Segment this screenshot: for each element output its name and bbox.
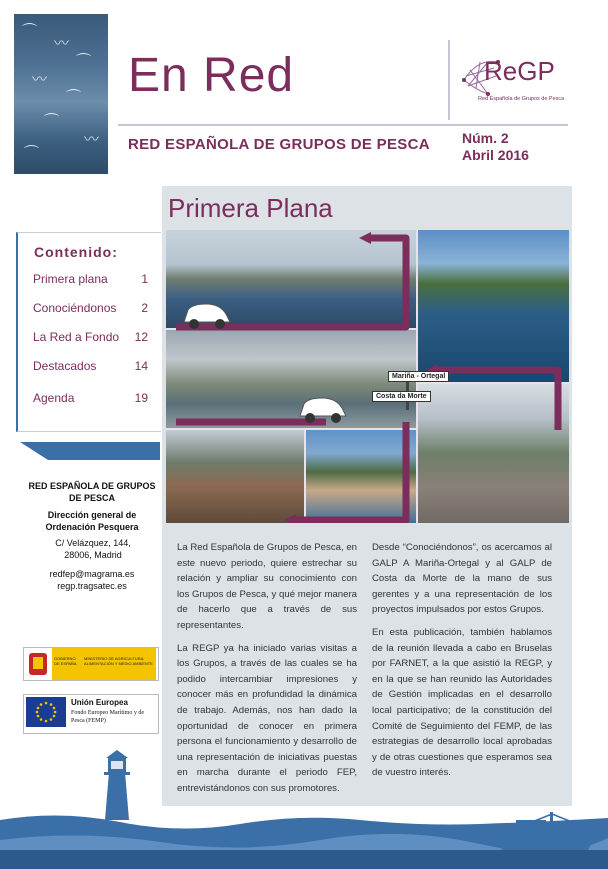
contents-item-agenda[interactable]: Agenda: [33, 391, 75, 405]
paragraph: La REGP ya ha iniciado varias visitas a los Grupos, a través de las cuales se ha podido intercambiar impresiones y conocer más en profundidad la dinámica de trabajo. Además, nos han dado la oportunidad de conocer en primera persona el funcionamiento y desarrollo de una representación de iniciativas puestas en marcha durante el periodo FEP, entrevistándonos con sus promotores.: [177, 642, 357, 794]
photo-collage: [166, 230, 569, 523]
paragraph: En esta publicación, también hablamos de la reunión llevada a cabo en Bruselas por FARNET, a la que asistió la REGP, y en la que se han reunido las Autoridades de Gestión implicadas en el desarrollo local participativo; de la constitución del Comité de Seguimiento del FEMP, de las estrategias de desarrollo local aprobadas y de otras cuestiones que esperamos sea de vuestro interés.: [372, 626, 552, 779]
contact-direction: Dirección general de Ordenación Pesquera: [45, 510, 139, 532]
spain-gov-text: GOBIERNO DE ESPAÑA: [54, 656, 77, 666]
blue-ribbon: [20, 442, 160, 460]
eu-title: Unión Europea: [71, 698, 128, 707]
contents-item-destacados[interactable]: Destacados: [33, 359, 97, 373]
paragraph: La Red Española de Grupos de Pesca, en este nuevo periodo, quiere estrechar su relación y ampliar su conocimiento con los Grupos de Pesca, y qué mejor manera de hacerlo que a través de sus representantes.: [177, 542, 357, 631]
car-icon: [296, 394, 348, 424]
contents-item-primera-plana[interactable]: Primera plana: [33, 272, 108, 286]
contents-page: 2: [141, 301, 148, 315]
logo-caption: Red Española de Grupos de Pesca: [478, 96, 565, 102]
government-logo: [23, 647, 159, 681]
lighthouse-icon: [100, 748, 134, 820]
issue-number: Núm. 2: [462, 130, 509, 146]
seagulls-photo: ⌒ 〰 ⌒ 〰 ⌒ ⌒ 〰 ⌒: [14, 14, 108, 174]
header-divider-vertical: [448, 40, 450, 120]
issue-info: [462, 130, 529, 164]
eu-flag-icon: [26, 697, 66, 727]
contents-page: 12: [134, 330, 148, 344]
eu-fund: Fondo Europeo Marítimo y de Pesca (FEMP): [71, 710, 144, 724]
contents-item-conociendonos[interactable]: Conociéndonos: [33, 301, 117, 315]
contact-org: RED ESPAÑOLA DE GRUPOS DE PESCA: [28, 481, 156, 503]
contents-page: 19: [134, 391, 148, 405]
fishing-boat-icon: [492, 810, 602, 852]
car-icon: [180, 300, 232, 330]
contents-title: Contenido:: [34, 244, 118, 260]
issue-date: Abril 2016: [462, 147, 529, 163]
contents-page: 14: [134, 359, 148, 373]
ministry-text: MINISTERIO DE AGRICULTURA, ALIMENTACIÓN Y MEDIO AMBIENTE: [84, 656, 153, 666]
article-column-2: [372, 540, 552, 781]
article-column-1: [177, 540, 357, 797]
label-costa-da-morte: Costa da Morte: [372, 391, 431, 402]
logo-text: ReGP: [484, 56, 555, 86]
contact-web[interactable]: regp.tragsatec.es: [57, 581, 127, 591]
article-heading: Primera Plana: [168, 193, 333, 223]
contact-email[interactable]: redfep@magrama.es: [49, 569, 135, 579]
eu-logo: [23, 694, 159, 734]
newsletter-title: En Red: [128, 49, 295, 102]
paragraph: Desde “Conociéndonos”, os acercamos al GALP A Mariña-Ortegal y al GALP de Costa da Morte de la mano de sus gerentes y a una representación de los proyectos impulsados por estos Grupos.: [372, 542, 552, 616]
header-divider-horizontal: [118, 124, 568, 126]
route-lines: [166, 230, 569, 523]
contents-page: 1: [141, 272, 148, 286]
coat-of-arms-icon: [27, 651, 49, 677]
newsletter-subtitle: RED ESPAÑOLA DE GRUPOS DE PESCA: [128, 136, 430, 153]
regp-logo: [458, 50, 563, 110]
contact-address: C/ Velázquez, 144, 28006, Madrid: [55, 538, 131, 560]
label-marina-ortegal: Mariña - Ortegal: [388, 371, 449, 382]
contents-item-la-red-a-fondo[interactable]: La Red a Fondo: [33, 330, 120, 344]
